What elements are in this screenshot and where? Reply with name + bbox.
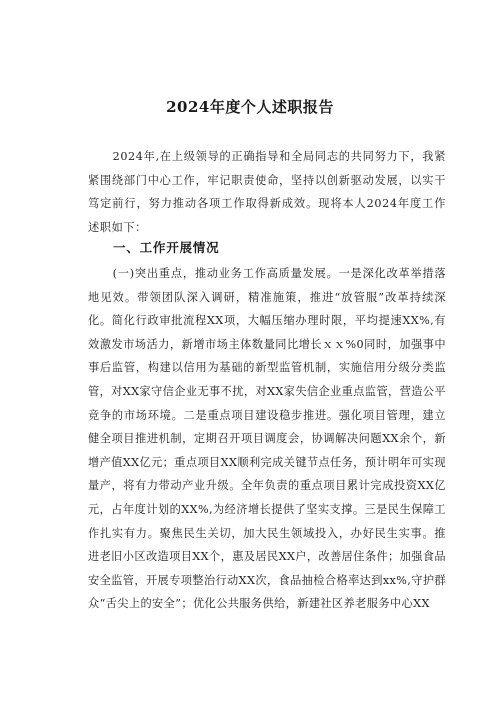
section-heading-work-overview: 一、工作开展情况	[113, 240, 220, 255]
document-title: 2024年度个人述职报告	[166, 98, 334, 116]
section-1-paragraph: (一)突出重点，推动业务工作高质量发展。一是深化改革举措落地见效。带领团队深入调研，精准施策，推进“放管服”改革持续深化。简化行政审批流程XX项，大幅压缩办理时限，平均提速XX%,有效激发市场活力，新增市场主体数量同比增长ｘｘ%0同时，加强事中事后监管，构建以信用为基础的新型监管机制，实施信用分级分类监管，对XX家守信企业无事不扰，对XX家失信企业重点监管，营造公平竞争的市场环境。二是重点项目建设稳步推进。强化项目管理，建立健全项目推进机制，定期召开项目调度会，协调解决问题XX余个，新增产值XX亿元；重点项目XX顺利完成关键节点任务，预计明年可实现量产，将有力带动产业升级。全年负责的重点项目累计完成投资XX亿元，占年度计划的XX%,为经济增长提供了坚实支撑。三是民生保障工作扎实有力。聚焦民生关切，加大民生领域投入，办好民生实事。推进老旧小区改造项目XX个，惠及居民XX户，改善居住条件；加强食品安全监管，开展专项整治行动XX次，食品抽检合格率达到xx%,守护群众“舌尖上的安全”；优化公共服务供给，新建社区养老服务中心XX	[88, 267, 446, 611]
intro-paragraph: 2024年,在上级领导的正确指导和全局同志的共同努力下，我紧紧围绕部门中心工作，牢记职责使命，坚持以创新驱动发展，以实干笃定前行，努力推动各项工作取得新成效。现将本人2024年度工作述职如下：	[88, 150, 446, 234]
